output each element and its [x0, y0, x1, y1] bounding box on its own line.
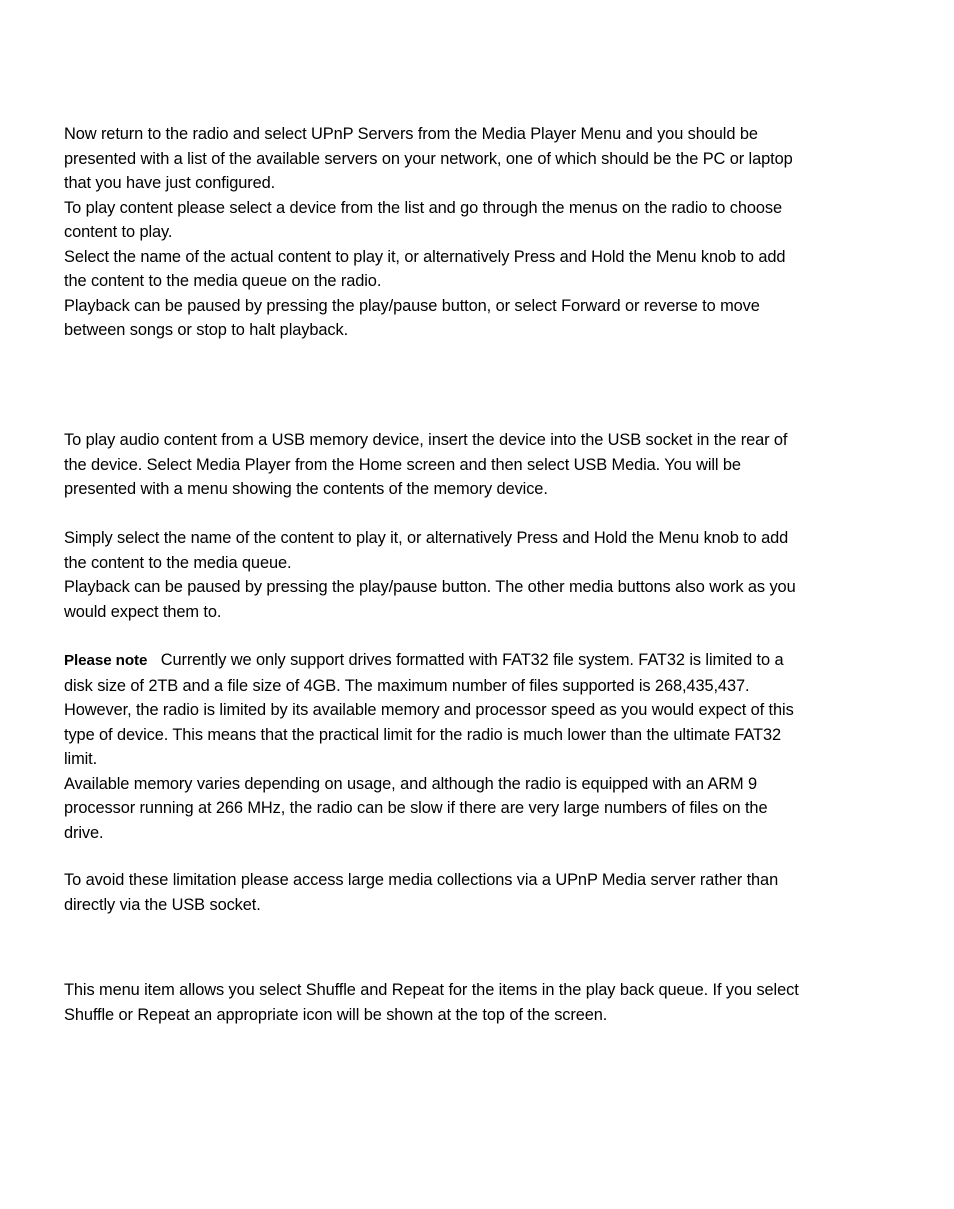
text-line: the content to the media queue. — [64, 553, 292, 572]
note-first-line: Currently we only support drives formatted with FAT32 file system. FAT32 is limited to a — [160, 651, 784, 669]
text-line: Select the name of the actual content to play it, or alternatively Press and Hold the Menu knob to add — [64, 247, 786, 266]
text-line: Simply select the name of the content to play it, or alternatively Press and Hold the Menu knob to add — [64, 529, 789, 547]
text-line: However, the radio is limited by its available memory and processor speed as you would expect of this — [64, 701, 794, 719]
text-line: Available memory varies depending on usage, and although the radio is equipped with an ARM 9 — [64, 774, 758, 793]
please-note-label: Please note — [64, 652, 148, 669]
text-line: Playback can be paused by pressing the play/pause button, or select Forward or reverse to move — [64, 296, 760, 315]
text-line: To avoid these limitation please access large media collections via a UPnP Media server rather than — [64, 871, 779, 889]
text-line: limit. — [64, 750, 98, 768]
text-line: that you have just configured. — [64, 174, 276, 192]
text-line: the content to the media queue on the radio. — [64, 272, 382, 290]
text-line: This menu item allows you select Shuffle and Repeat for the items in the play back queue. If you select — [64, 981, 799, 999]
text-line: the device. Select Media Player from the Home screen and then select USB Media. You will be — [64, 455, 741, 474]
usb-avoid-paragraph — [64, 868, 884, 917]
text-line: between songs or stop to halt playback. — [64, 321, 349, 339]
text-line: processor running at 266 MHz, the radio can be slow if there are very large numbers of files on the — [64, 799, 768, 817]
text-line: drive. — [64, 823, 104, 842]
text-line: content to play. — [64, 223, 173, 241]
text-line: Now return to the radio and select UPnP Servers from the Media Player Menu and you should be — [64, 125, 758, 143]
text-line: directly via the USB socket. — [64, 895, 261, 914]
text-line: type of device. This means that the practical limit for the radio is much lower than the ultimate FAT32 — [64, 725, 781, 744]
text-line: disk size of 2TB and a file size of 4GB. The maximum number of files supported is 268,435,437. — [64, 676, 750, 695]
text-line: Shuffle or Repeat an appropriate icon will be shown at the top of the screen. — [64, 1005, 608, 1024]
play-mode-paragraph — [64, 978, 884, 1027]
text-line: would expect them to. — [64, 602, 222, 621]
text-line: presented with a list of the available servers on your network, one of which should be the PC or laptop — [64, 149, 793, 168]
text-line: Playback can be paused by pressing the play/pause button. The other media buttons also work as you — [64, 578, 796, 596]
text-line: To play audio content from a USB memory device, insert the device into the USB socket in the rear of — [64, 431, 788, 449]
usb-intro-paragraph — [64, 428, 884, 502]
text-line — [64, 648, 884, 674]
text-line: presented with a menu showing the contents of the memory device. — [64, 480, 548, 498]
upnp-paragraph — [64, 122, 884, 343]
usb-select-paragraph — [64, 526, 884, 624]
text-line: To play content please select a device from the list and go through the menus on the radio to choose — [64, 198, 783, 217]
usb-note-paragraph — [64, 648, 884, 845]
